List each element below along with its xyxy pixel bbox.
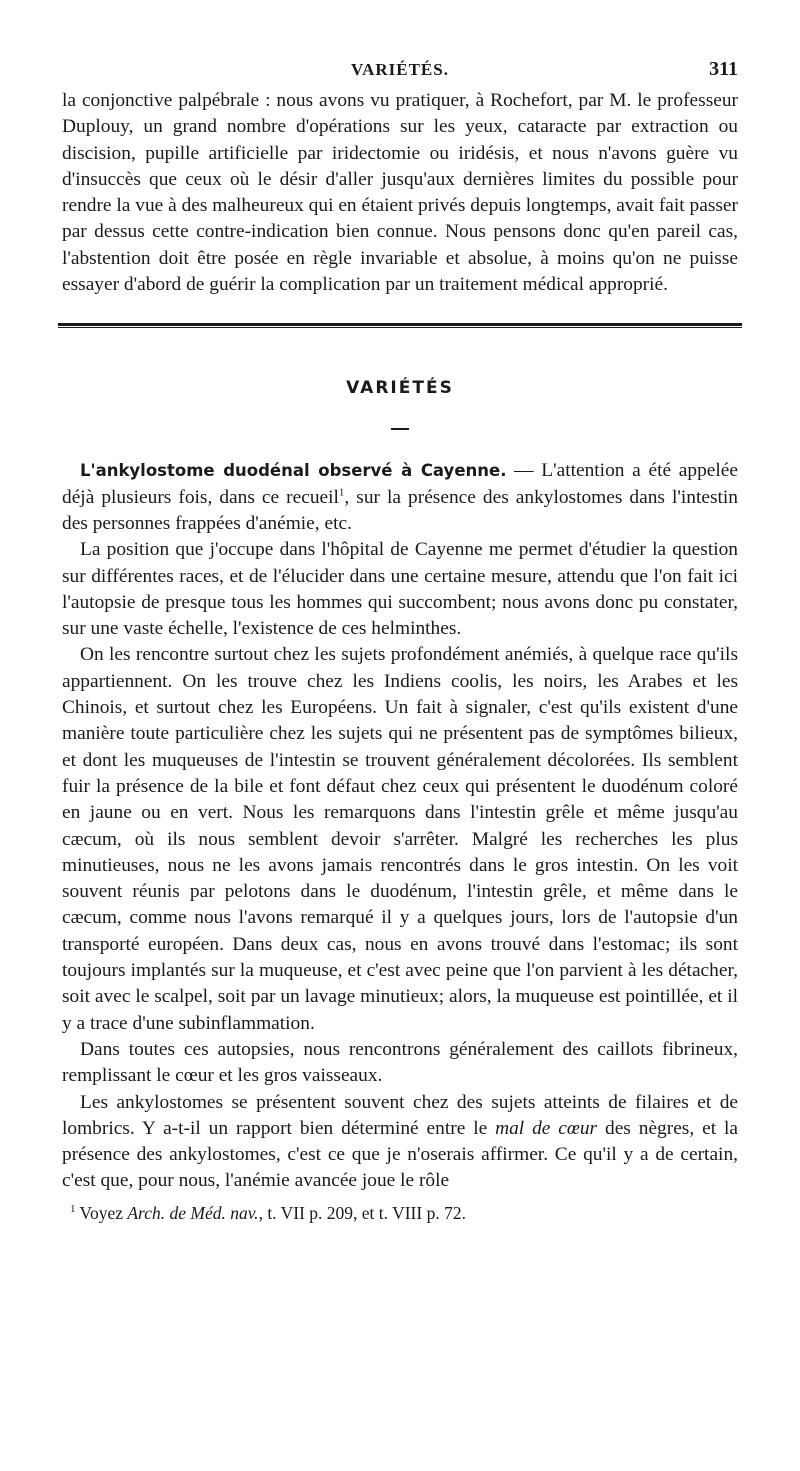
footnote-prefix: Voyez xyxy=(75,1202,128,1223)
running-head xyxy=(62,58,738,88)
paragraph-5-start: Les ankylostomes se présentent souvent chez des sujets atteints de filaires et de lombrics. Y a-t-il un rapport bien déterminé entre le xyxy=(62,1091,738,1139)
article-paragraph-2: La position que j'occupe dans l'hôpital de Cayenne me permet d'étudier la question sur différentes races, et de l'élucider dans une certaine mesure, attendu que l'on fait ici l'autopsie de presque tous les hommes qui succombent; nous avons donc pu constater, sur une vaste échelle, l'existence de ces helminthes. xyxy=(62,539,738,640)
footnote xyxy=(62,1201,738,1225)
footnote-marker: 1 xyxy=(70,1202,76,1215)
running-title: VARIÉTÉS. xyxy=(351,60,449,79)
footnote-reference: 1 xyxy=(338,486,345,499)
paragraph-5-italic: mal de cœur xyxy=(495,1117,598,1139)
article-title: L'ankylostome duodénal observé à Cayenne. xyxy=(80,461,507,481)
section-title: VARIÉTÉS xyxy=(346,378,454,399)
article-paragraph-5 xyxy=(62,1090,738,1195)
section-divider-rule xyxy=(58,323,742,328)
continued-paragraph: la conjonctive palpébrale : nous avons vu pratiquer, à Rochefort, par M. le professeur Duplouy, un grand nombre d'opérations sur les yeux, cataracte par extraction ou discision, pupille artificielle par iridectomie ou iridésis, et nous n'avons guère vu d'insuccès que ceux où le désir d'aller jusqu'aux dernières limites du possible pour rendre la vue à des malheureux qui en étaient privés depuis longtemps, avait fait passer par dessus cette contre-indication bien connue. Nous pensons donc qu'en pareil cas, l'abstention doit être posée en règle invariable et absolue, à moins qu'on ne puisse essayer d'abord de guérir la complication par un traitement médical approprié. xyxy=(62,90,738,296)
page-number: 311 xyxy=(709,58,738,80)
article-first-paragraph xyxy=(62,458,738,537)
article-paragraph-3: On les rencontre surtout chez les sujets profondément anémiés, à quelque race qu'ils appartiennent. On les trouve chez les Indiens coolis, les noirs, les Arabes et les Chinois, et surtout chez les Européens. Un fait à signaler, c'est qu'ils existent d'une manière toute particulière chez les sujets qui ne présentent pas de symptômes bilieux, et dont les muqueuses de l'intestin se trouvent généralement décolorées. Ils semblent fuir la présence de la bile et font défaut chez ceux qui présentent le duodénum coloré en jaune ou en vert. Nous les remarquons dans l'intestin grêle et même jusqu'au cæcum, où ils nous semblent devoir s'arrêter. Malgré les recherches les plus minutieuses, nous ne les avons jamais rencontrés dans le gros intestin. On les voit souvent réunis par pelotons dans le duodénum, l'intestin grêle, et même dans le cæcum, comme nous l'avons remarqué il y a quelques jours, lors de l'autopsie d'un transporté européen. Dans deux cas, nous en avons trouvé dans l'estomac; ils sont toujours implantés sur la muqueuse, et c'est avec peine que l'on parvient à les détacher, soit avec le scalpel, soit par un lavage minutieux; alors, la muqueuse est pointillée, et il y a trace d'une subinflammation. xyxy=(62,644,738,1034)
article-intro-text-end: , sur la présence des ankylostomes dans l'intestin des personnes frappées d'anémie, etc. xyxy=(62,486,738,534)
paragraph-5-end: des nègres, et la présence des ankylostomes, c'est ce que je n'oserais affirmer. Ce qu'il y a de certain, c'est que, pour nous, l'anémie avancée joue le rôle xyxy=(62,1117,738,1192)
article xyxy=(62,458,738,1194)
footnote-reference-title: Arch. de Méd. nav. xyxy=(127,1202,259,1223)
page xyxy=(62,58,738,1225)
article-intro-text: — L'attention a été appelée déjà plusieurs fois, dans ce recueil xyxy=(62,460,739,508)
article-paragraph-4: Dans toutes ces autopsies, nous rencontrons généralement des caillots fibrineux, remplissant le cœur et les gros vaisseaux. xyxy=(62,1038,738,1087)
short-dash-rule xyxy=(391,428,409,430)
footnote-suffix: , t. VII p. 209, et t. VIII p. 72. xyxy=(258,1202,466,1223)
